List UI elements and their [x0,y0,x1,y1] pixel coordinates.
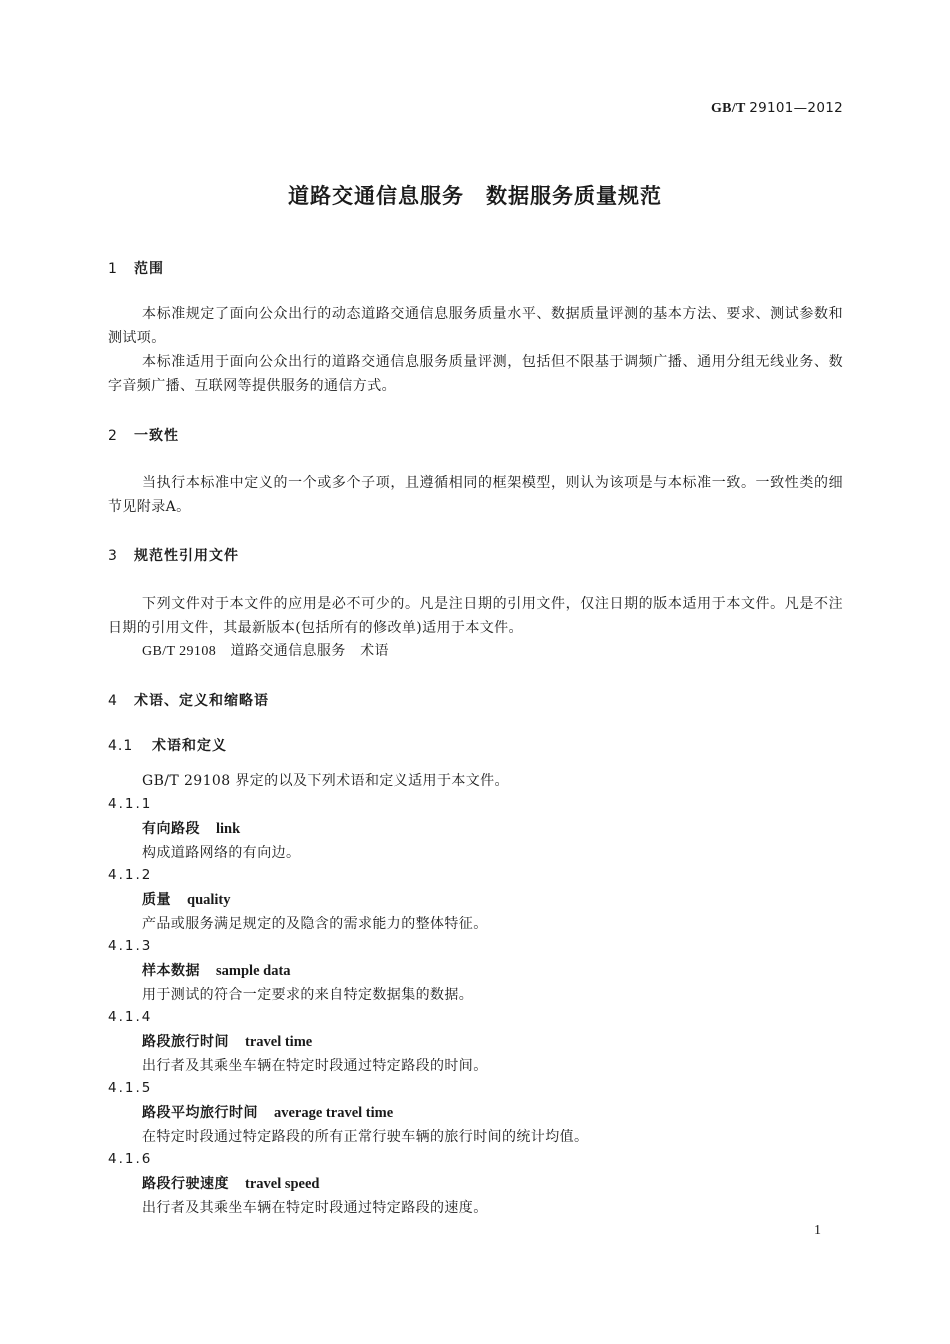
document-title: 道路交通信息服务 数据服务质量规范 [288,184,662,208]
normative-reference: GB/T 29108 道路交通信息服务 术语 [142,644,389,659]
section-heading-2 [108,425,179,445]
term-en: travel time [245,1034,313,1050]
term-zh: 路段旅行时间 [142,1034,229,1050]
term-number: 4.1.4 [108,1009,153,1025]
subsection-number: 4.1 [108,738,134,754]
term-en: link [216,821,241,837]
term-en: average travel time [274,1105,394,1121]
term-en: travel speed [245,1176,320,1192]
section-title: 术语、定义和缩略语 [134,693,269,709]
term-name [142,960,291,980]
section-heading-1 [108,258,164,278]
term-zh: 路段行驶速度 [142,1176,229,1192]
term-en: quality [187,892,231,908]
term-definition: 出行者及其乘坐车辆在特定时段通过特定路段的时间。 [142,1058,488,1074]
standard-number [711,100,843,117]
term-number: 4.1.1 [108,796,153,812]
term-number: 4.1.2 [108,867,153,883]
section-title: 一致性 [134,428,179,444]
paragraph: 当执行本标准中定义的一个或多个子项，且遵循相同的框架模型，则认为该项是与本标准一致。一致性类的细节见附录A。 [108,475,843,515]
term-zh: 有向路段 [142,821,200,837]
paragraph: 本标准适用于面向公众出行的道路交通信息服务质量评测，包括但不限基于调频广播、通用分组无线业务、数字音频广播、互联网等提供服务的通信方式。 [108,354,843,394]
subsection-intro: GB/T 29108 界定的以及下列术语和定义适用于本文件。 [142,773,509,789]
term-name [142,1031,312,1051]
term-name [142,1173,320,1193]
section-title: 规范性引用文件 [134,548,239,564]
term-definition: 出行者及其乘坐车辆在特定时段通过特定路段的速度。 [142,1200,488,1216]
paragraph: 本标准规定了面向公众出行的动态道路交通信息服务质量水平、数据质量评测的基本方法、要求、测试参数和测试项。 [108,306,843,346]
page-number: 1 [814,1223,821,1238]
term-number: 4.1.3 [108,938,153,954]
section-number: 4 [108,693,118,709]
term-name [142,889,231,909]
term-zh: 质量 [142,892,171,908]
term-definition: 构成道路网络的有向边。 [142,845,301,861]
term-name [142,1102,393,1122]
subsection-heading [108,735,227,755]
subsection-title: 术语和定义 [152,738,227,754]
section-number: 1 [108,261,118,277]
term-definition: 产品或服务满足规定的及隐含的需求能力的整体特征。 [142,916,488,932]
standard-code: 29101—2012 [749,100,843,116]
section-title: 范围 [134,261,164,277]
section-heading-4 [108,690,269,710]
section-number: 3 [108,548,118,564]
term-name [142,818,240,838]
term-number: 4.1.6 [108,1151,153,1167]
term-number: 4.1.5 [108,1080,153,1096]
term-zh: 样本数据 [142,963,200,979]
section-number: 2 [108,428,118,444]
term-en: sample data [216,963,291,979]
paragraph: 下列文件对于本文件的应用是必不可少的。凡是注日期的引用文件，仅注日期的版本适用于本文件。凡是不注日期的引用文件，其最新版本(包括所有的修改单)适用于本文件。 [108,596,843,636]
term-definition: 用于测试的符合一定要求的来自特定数据集的数据。 [142,987,474,1003]
term-zh: 路段平均旅行时间 [142,1105,258,1121]
term-definition: 在特定时段通过特定路段的所有正常行驶车辆的旅行时间的统计均值。 [142,1129,589,1145]
standard-prefix: GB/T [710,101,746,116]
section-heading-3 [108,545,239,565]
